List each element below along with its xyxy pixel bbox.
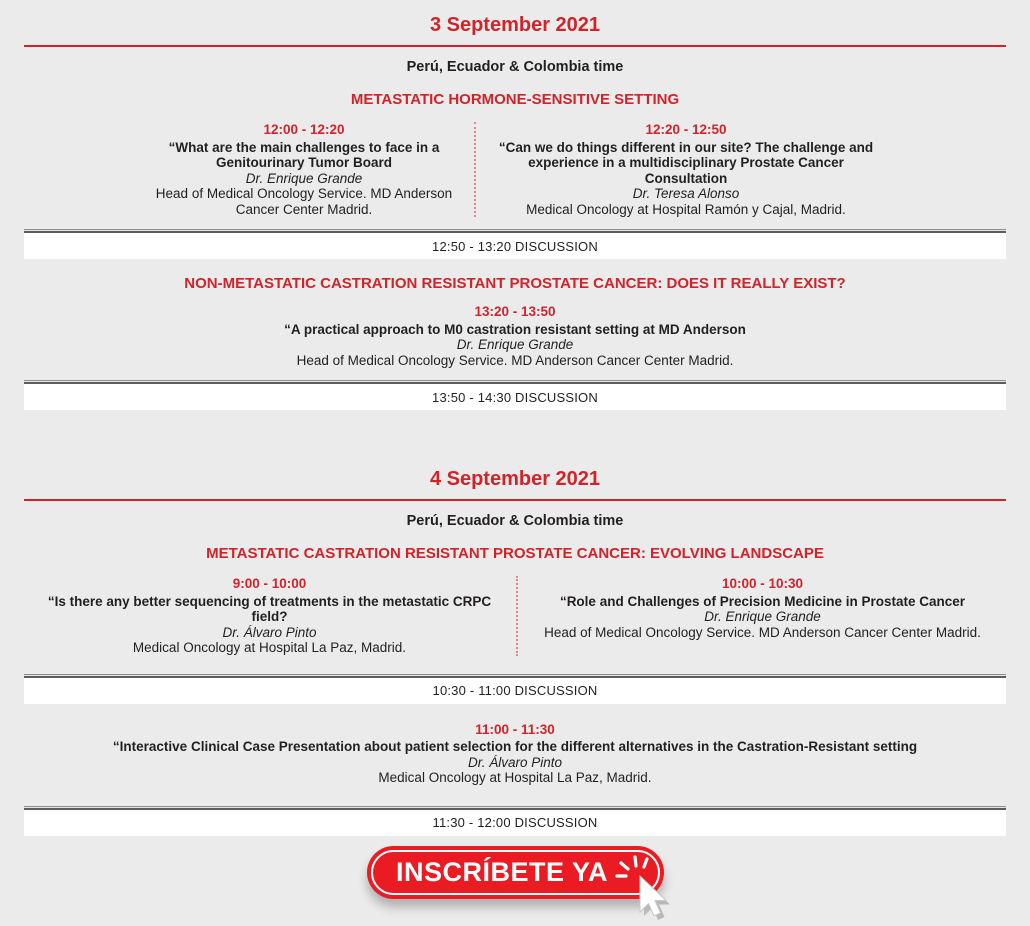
session-card — [0, 722, 1030, 786]
session-time: 10:00 - 10:30 — [721, 576, 804, 591]
day-2-timezone: Perú, Ecuador & Colombia time — [406, 513, 624, 529]
session-card — [476, 122, 896, 217]
session-title: “A practical approach to M0 castration resistant setting at MD Anderson — [284, 321, 746, 337]
session-time: 12:20 - 12:50 — [645, 122, 727, 137]
red-divider-rule — [24, 45, 1006, 47]
day-1-session-columns — [0, 122, 1030, 217]
session-title: “Can we do things different in our site? The challenge and experience in a multidisciplinary Prostate Cancer Consultation — [498, 139, 874, 186]
session-speaker: Dr. Teresa Alonso — [632, 186, 740, 201]
session-time: 9:00 - 10:00 — [232, 576, 307, 591]
session-title: “Interactive Clinical Case Presentation about patient selection for the different alternatives in the Castration-Resistant setting — [112, 739, 918, 754]
day-1 — [0, 0, 1030, 410]
discussion-bar — [24, 229, 1006, 259]
session-speaker: Dr. Álvaro Pinto — [467, 754, 563, 770]
session-title: “Is there any better sequencing of treatments in the metastatic CRPC field? — [47, 593, 492, 624]
session-card — [134, 122, 474, 217]
register-button-label: INSCRÍBETE YA — [395, 856, 609, 887]
session-affiliation: Head of Medical Oncology Service. MD Anderson Cancer Center Madrid. — [155, 186, 453, 217]
session-card — [0, 304, 1030, 368]
day-2-section-1-heading: METASTATIC CASTRATION RESISTANT PROSTATE CANCER: EVOLVING LANDSCAPE — [206, 545, 824, 562]
session-affiliation: Medical Oncology at Hospital La Paz, Madrid. — [132, 640, 407, 655]
session-affiliation: Medical Oncology at Hospital La Paz, Madrid. — [378, 770, 652, 785]
session-time: 13:20 - 13:50 — [474, 304, 556, 319]
discussion-bar-label: 13:50 - 14:30 DISCUSSION — [24, 384, 1006, 410]
day-2 — [0, 454, 1030, 836]
red-divider-rule — [24, 499, 1006, 501]
register-button[interactable] — [367, 846, 664, 899]
session-time: 12:00 - 12:20 — [263, 122, 345, 137]
session-speaker: Dr. Enrique Grande — [704, 609, 821, 624]
session-speaker: Dr. Álvaro Pinto — [222, 624, 317, 640]
cta-row — [0, 846, 1030, 903]
session-card — [23, 576, 516, 656]
session-affiliation: Head of Medical Oncology Service. MD Anderson Cancer Center Madrid. — [544, 624, 981, 640]
day-1-section-1-heading: METASTATIC HORMONE-SENSITIVE SETTING — [350, 91, 680, 108]
session-speaker: Dr. Enrique Grande — [245, 170, 363, 186]
session-title: “Role and Challenges of Precision Medicine in Prostate Cancer — [559, 593, 966, 609]
day-1-section-2-heading: NON-METASTATIC CASTRATION RESISTANT PROSTATE CANCER: DOES IT REALLY EXIST? — [184, 275, 846, 292]
discussion-bar — [24, 674, 1006, 704]
day-2-session-columns — [0, 576, 1030, 656]
session-affiliation: Head of Medical Oncology Service. MD Anderson Cancer Center Madrid. — [296, 352, 734, 368]
day-2-date-heading: 4 September 2021 — [429, 468, 601, 490]
session-speaker: Dr. Enrique Grande — [456, 337, 574, 352]
discussion-bar-label: 10:30 - 11:00 DISCUSSION — [24, 678, 1006, 704]
discussion-bar — [24, 380, 1006, 410]
session-card — [518, 576, 1007, 656]
session-affiliation: Medical Oncology at Hospital Ramón y Cajal, Madrid. — [526, 201, 846, 217]
session-title: “What are the main challenges to face in a Genitourinary Tumor Board — [168, 139, 440, 170]
discussion-bar-label: 12:50 - 13:20 DISCUSSION — [24, 233, 1006, 259]
day-1-timezone: Perú, Ecuador & Colombia time — [406, 59, 624, 75]
session-time: 11:00 - 11:30 — [475, 721, 555, 737]
day-1-date-heading: 3 September 2021 — [429, 14, 601, 36]
discussion-bar — [24, 806, 1006, 836]
discussion-bar-label: 11:30 - 12:00 DISCUSSION — [24, 810, 1006, 836]
